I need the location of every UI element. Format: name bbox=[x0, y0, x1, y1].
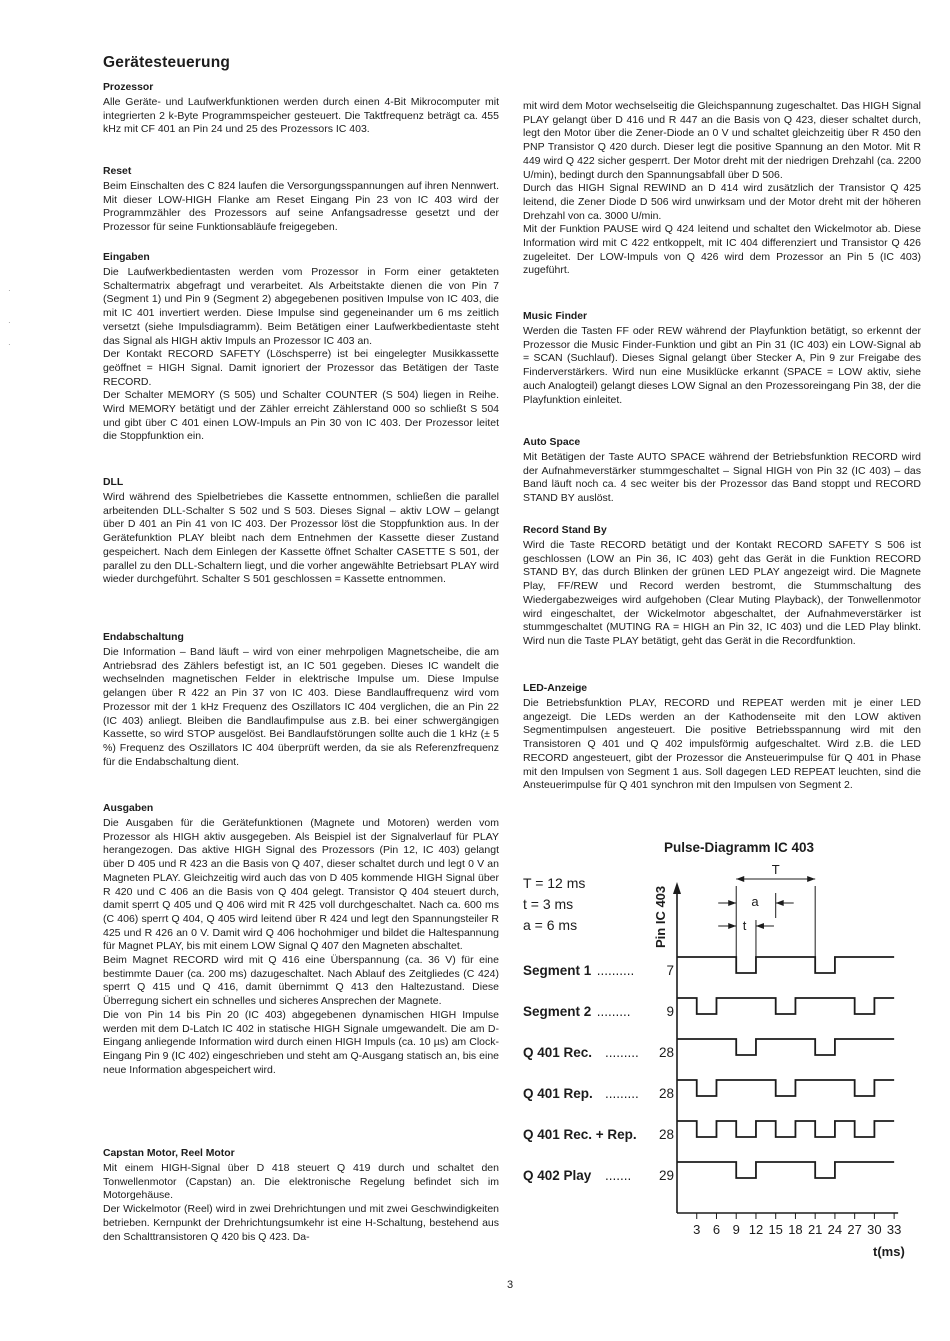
leader-dots: ......... bbox=[596, 1004, 631, 1019]
arrowhead bbox=[728, 923, 736, 929]
section-heading: Record Stand By bbox=[523, 525, 607, 536]
x-tick-label: 12 bbox=[748, 1222, 764, 1237]
diagram-axes bbox=[673, 882, 898, 1213]
arrowhead bbox=[728, 900, 736, 906]
marker-a-label: a bbox=[751, 894, 759, 909]
pulse-diagram bbox=[515, 858, 930, 1268]
signal-row bbox=[523, 1039, 894, 1060]
x-tick-label: 18 bbox=[788, 1222, 803, 1237]
leader-dots: ......... bbox=[605, 1086, 639, 1101]
scan-mark: · bbox=[8, 340, 11, 349]
leader-dots: ......... bbox=[605, 1045, 639, 1060]
section-body: Mit Betätigen der Taste AUTO SPACE während der Betriebsfunktion RECORD wird der Aufnahmeverstärker stummgeschaltet – Signal HIGH von Pin 32 (IC 403) – das Band läuft noch ca. 4 sec weiter bis der Prozessor das Band stoppt und RECORD STAND BY auslöst. bbox=[523, 451, 921, 505]
section-body: Wird während des Spielbetriebes die Kassette entnommen, schließen die parallel arbeitenden DLL-Schalter S 502 und S 503. Dieses Signal – aktiv LOW – gelangt über D 401 an Pin 41 von IC 403. Der Prozessor löst die Stoppfunktion aus. In der Gerätefunktion PLAY bleibt nach dem Entnehmen der Kassette dieser Zustand gespeichert. Nach dem Einlegen der Kassette öffnet Schalter CASETTE S 501, der parallel zu den DLL-Schaltern liegt, und die vorher angewählte Betriebsart PLAY wird wieder durchgeführt. Schalter S 501 geschlossen = Kassette entnommen. bbox=[103, 491, 499, 586]
signal-row bbox=[523, 1121, 894, 1142]
y-axis-arrow bbox=[673, 882, 681, 894]
section-heading: Ausgaben bbox=[103, 803, 154, 814]
x-tick-label: 24 bbox=[827, 1222, 843, 1237]
scan-mark: · bbox=[8, 318, 11, 327]
arrowhead bbox=[736, 876, 744, 882]
waveform bbox=[677, 998, 894, 1014]
signal-label: Segment 2 bbox=[523, 1004, 592, 1019]
signal-row bbox=[523, 1162, 894, 1183]
waveform bbox=[677, 1039, 894, 1055]
text-section bbox=[103, 166, 499, 235]
x-tick-label: 30 bbox=[867, 1222, 882, 1237]
arrowhead bbox=[776, 900, 784, 906]
waveform bbox=[677, 1080, 894, 1096]
text-section bbox=[103, 632, 499, 769]
text-section bbox=[103, 1148, 499, 1244]
pin-number: 7 bbox=[666, 963, 674, 978]
page-title: Gerätesteuerung bbox=[103, 54, 231, 71]
waveform bbox=[677, 957, 894, 973]
arrowhead bbox=[756, 923, 764, 929]
text-section bbox=[523, 437, 921, 506]
text-section bbox=[103, 82, 499, 137]
signal-row bbox=[523, 957, 894, 978]
section-body: Wird die Taste RECORD betätigt und der Kontakt RECORD SAFETY S 506 ist geschlossen (LOW an Pin 36, IC 403) geht das Gerät in die Funktion RECORD STAND BY, das durch Blinken der grünen LED PLAY angezeigt wird. Die Magnete Play, FF/REW und Record werden bestromt, die Stummschaltung des Wiedergabezweiges wird aufgehoben (Clear Muting Playback), der Tonwellenmotor wird eingeschaltet, der Wickelmotor abgeschaltet, der Aufnahmeverstärker ist stummgeschaltet (MUTING RA = HIGH an Pin 32, IC 403) und die LED Play blinkt. Wird nun die Taste PLAY betätigt, geht das Gerät in die Recordfunktion. bbox=[523, 539, 921, 647]
leader-dots: .......... bbox=[596, 963, 635, 978]
text-section bbox=[523, 100, 921, 278]
section-body: Die Betriebsfunktion PLAY, RECORD und REPEAT werden mit je einer LED angezeigt. Die LEDs werden an der Kathodenseite mit den LOW aktiven Segmentimpulsen angesteuert. Die positive Betriebsspannung wird mit den Transistoren Q 401 und Q 402 impulsförmig aufgeschaltet. Wird z.B. die LED RECORD angesteuert, gibt der Prozessor die Ansteuerimpulse für Q 401 in Phase mit den Impulsen von Segment 1 aus. Soll dagegen LED REPEAT leuchten, sind die Ansteuerimpulse für Q 401 synchron mit den Impulsen von Segment 2. bbox=[523, 697, 921, 792]
text-section bbox=[523, 525, 921, 649]
section-heading: Prozessor bbox=[103, 82, 154, 93]
signal-label: Q 402 Play bbox=[523, 1168, 592, 1183]
section-heading: DLL bbox=[103, 477, 124, 488]
waveform bbox=[677, 1121, 894, 1137]
text-section bbox=[103, 252, 499, 444]
page-number: 3 bbox=[507, 1279, 514, 1291]
diagram-title: Pulse-Diagramm IC 403 bbox=[664, 840, 815, 855]
legend-item: T = 12 ms bbox=[523, 875, 586, 891]
section-body: Die Information – Band läuft – wird von einer mehrpoligen Magnetscheibe, die am Antriebsrad des Zählers befestigt ist, an IC 501 gegeben. Dieses IC wandelt die wechselnden magnetischen Felder in elektrische Impulse um. Diese Impulse gelangen über R 422 an Pin 37 von IC 403. Diese Bandlauffrequenz wird vom Prozessor mit der 1 kHz Frequenz des Oszillators IC 404 verglichen, die an Pin 22 (IC 403) anliegt. Bleiben die Bandlaufimpulse aus z.B. bei einer schwergängigen Kassette, so wird STOP ausgelöst. Bei Bandlaufstörungen sollte auch die 1 kHz (± 5 %) Frequenz des Oszillators IC 404 überprüft werden, da sie als Referenzfrequenz für die Endabschaltung dient. bbox=[103, 646, 499, 768]
signal-rows bbox=[523, 957, 894, 1183]
x-tick-label: 15 bbox=[768, 1222, 783, 1237]
section-heading: Music Finder bbox=[523, 311, 588, 322]
timing-markers bbox=[718, 862, 815, 957]
pin-number: 29 bbox=[658, 1168, 674, 1183]
x-tick-label: 6 bbox=[712, 1222, 721, 1237]
section-body: Mit einem HIGH-Signal über D 418 steuert Q 419 durch und schaltet den Tonwellenmotor (Capstan) an. Die elektronische Regelung befindet sich im Motorgehäuse. Der Wickelmotor (Reel) wird in zwei Drehrichtungen und mit zwei Geschwindigkeiten betrieben. Kernpunkt der Drehrichtungsumkehr ist eine H-Schaltung, bestehend aus den Schalttransistoren Q 420 bis Q 423. Da- bbox=[103, 1162, 499, 1243]
section-body: mit wird dem Motor wechselseitig die Gleichspannung zugeschaltet. Das HIGH Signal PLAY gelangt über D 416 und R 447 an die Basis von Q 423, dieser schaltet durch, legt den Motor über die Zener-Diode an 0 V und schaltet gleichzeitig über R 450 den PNP Transistor Q 420 durch. Dieser legt die positive Spannung an den Motor. Mit R 449 wird Q 422 sicher gesperrt. Der Motor dreht mit der niedrigen Drehzahl (ca. 2200 U/min), bedingt durch den Spannungsabfall über D 506. Durch das HIGH Signal REWIND an D 414 wird zusätzlich der Transistor Q 425 leitend, die Zener Diode D 506 wird unwirksam und der Motor dreht mit der höheren Drehzahl von ca. 3000 U/min. Mit der Funktion PAUSE wird Q 424 leitend und schaltet den Wickelmotor ab. Diese Information wird mit C 422 entkoppelt, mit IC 404 differenziert und Transistor Q 426 zugeleitet. Der LOW-Impuls von Q 426 wird dem Prozessor an Pin 5 (IC 403) zugeführt. bbox=[523, 100, 922, 277]
legend-item: a = 6 ms bbox=[523, 917, 578, 933]
x-tick-label: 21 bbox=[807, 1222, 823, 1237]
pin-number: 9 bbox=[666, 1004, 674, 1019]
section-body: Werden die Tasten FF oder REW während der Playfunktion betätigt, so erkennt der Prozessor die Music Finder-Funktion und gibt an Pin 31 (IC 403) ein LOW-Signal ab = SCAN (Suchlauf). Dieses Signal gelangt über Stecker A, Pin 9 zur Freigabe des Finderverstärkers. Wird nun eine Musiklücke erkannt (SPACE = LOW aktiv, siehe auch Analogteil) gelangt dieses LOW Signal an den Prozessoreingang Pin 38, der die Playfunktion einleitet. bbox=[523, 325, 921, 406]
x-axis-label: t(ms) bbox=[873, 1244, 905, 1259]
marker-T-label: T bbox=[771, 862, 780, 877]
marker-t-label: t bbox=[742, 918, 747, 933]
section-heading: Capstan Motor, Reel Motor bbox=[103, 1148, 235, 1159]
text-section bbox=[523, 683, 921, 793]
x-tick-label: 27 bbox=[847, 1222, 862, 1237]
leader-dots: ....... bbox=[605, 1168, 632, 1183]
text-section bbox=[523, 311, 921, 407]
signal-label: Segment 1 bbox=[523, 963, 592, 978]
section-body: Alle Geräte- und Laufwerkfunktionen werden durch einen 4-Bit Mikrocomputer mit integrierten 2 k-Byte Programmspeicher gesteuert. Die Taktfrequenz beträgt ca. 455 kHz mit CF 401 an Pin 24 und 25 des Prozessors IC 403. bbox=[103, 96, 499, 136]
section-body: Die Laufwerkbedientasten werden vom Prozessor in Form einer getakteten Schaltermatrix abgefragt und verarbeitet. Als Arbeitstakte dienen die von Pin 7 (Segment 1) und Pin 9 (Segment 2) abgegebenen positiven Impulse von IC 403, die mit IC 401 invertiert werden. Diese Impulse sind gegeneinander um 6 ms zeitlich versetzt (siehe Impulsdiagramm). Beim Betätigen einer Laufwerkbedientaste steht das Signal als HIGH aktiv Impuls an Prozessor IC 403 an. Der Kontakt RECORD SAFETY (Löschsperre) ist bei eingelegter Musikkassette geöffnet = HIGH Signal. Damit ignoriert der Prozessor das Betätigen der Taste RECORD. Der Schalter MEMORY (S 505) und Schalter COUNTER (S 504) liegen in Reihe. Wird MEMORY betätigt und der Zähler erreicht Zählerstand 000 so schließt S 504 und gibt über C 401 einen LOW-Impuls an Pin 30 von IC 403. Der Prozessor leitet die Stoppfunktion ein. bbox=[103, 266, 499, 443]
diagram-legend bbox=[523, 875, 585, 933]
section-heading: Reset bbox=[103, 166, 132, 177]
section-heading: LED-Anzeige bbox=[523, 683, 588, 694]
x-axis-ticks bbox=[693, 1213, 901, 1237]
x-tick-label: 9 bbox=[732, 1222, 740, 1237]
section-heading: Endabschaltung bbox=[103, 632, 184, 643]
legend-item: t = 3 ms bbox=[523, 896, 574, 912]
pin-number: 28 bbox=[658, 1086, 674, 1101]
signal-label: Q 401 Rec. + Rep. bbox=[523, 1127, 637, 1142]
y-axis-label: Pin IC 403 bbox=[653, 885, 668, 948]
section-heading: Eingaben bbox=[103, 252, 150, 263]
x-tick-label: 3 bbox=[693, 1222, 701, 1237]
signal-row bbox=[523, 998, 894, 1019]
text-section bbox=[103, 477, 499, 587]
signal-row bbox=[523, 1080, 894, 1101]
scan-mark: · bbox=[8, 286, 11, 295]
waveform bbox=[677, 1162, 894, 1178]
text-section bbox=[103, 803, 499, 1077]
pin-number: 28 bbox=[658, 1127, 674, 1142]
section-body: Beim Einschalten des C 824 laufen die Versorgungsspannungen auf ihren Nennwert. Mit dieser LOW-HIGH Flanke am Reset Eingang Pin 23 von IC 403 wird der Programmzähler des Prozessors auf seine Anfangsadresse gesetzt und der Prozessor für seine Funktionsabläufe freigegeben. bbox=[103, 180, 499, 234]
x-tick-label: 33 bbox=[886, 1222, 902, 1237]
pin-number: 28 bbox=[658, 1045, 674, 1060]
section-body: Die Ausgaben für die Gerätefunktionen (Magnete und Motoren) werden vom Prozessor als HIGH aktiv ausgegeben. Als Beispiel ist der Signalverlauf für PLAY herangezogen. Das aktive HIGH Signal des Prozessors (Pin 12, IC 403) gelangt über D 405 und R 423 an die Basis von Q 407, dieser schaltet durch und legt 0 V an Magneten PLAY. Gleichzeitig wird auch das von D 405 kommende HIGH Signal über R 420 und C 406 an die Basis von Q 404 gelegt. Transistor Q 404 steuert durch, damit sperrt Q 405 und Q 406 wird mit R 425 voll durchgeschaltet. Nach ca. 600 ms (C 406) sperrt Q 404, Q 405 wird leitend über R 424 und legt den Spannungsteiler R 425 und R 426 an 0 V. Damit wird Q 406 hochohmiger und bildet die Haltespannung für Magnet PLAY, bis mit einem LOW Signal Q 407 den Magneten abschaltet. Beim Magnet RECORD wird mit Q 416 eine Überspannung (ca. 36 V) für eine bestimmte Dauer (ca. 200 ms) dazugeschaltet. Nach Ablauf des Zeitgliedes (C 424) sperrt Q 415 und Q 416, damit übernimmt Q 413 den Haltezustand. Diese Überregung sichert ein schnelles und sicheres Ansprechen der Magnete. Die von Pin 14 bis Pin 20 (IC 403) abgegebenen dynamischen HIGH Impulse werden mit dem D-Latch IC 402 in statische HIGH Signale umgewandelt. Die am D-Eingang anliegende Information wird durch einen HIGH Impuls (ca. 10 µs) am Clock-Eingang Pin 9 (IC 402) eingeschrieben und steht am Q-Ausgang statisch an, bis eine neue Information abgespeichert wird. bbox=[103, 817, 499, 1076]
section-heading: Auto Space bbox=[523, 437, 581, 448]
arrowhead bbox=[807, 876, 815, 882]
signal-label: Q 401 Rep. bbox=[523, 1086, 593, 1101]
signal-label: Q 401 Rec. bbox=[523, 1045, 593, 1060]
